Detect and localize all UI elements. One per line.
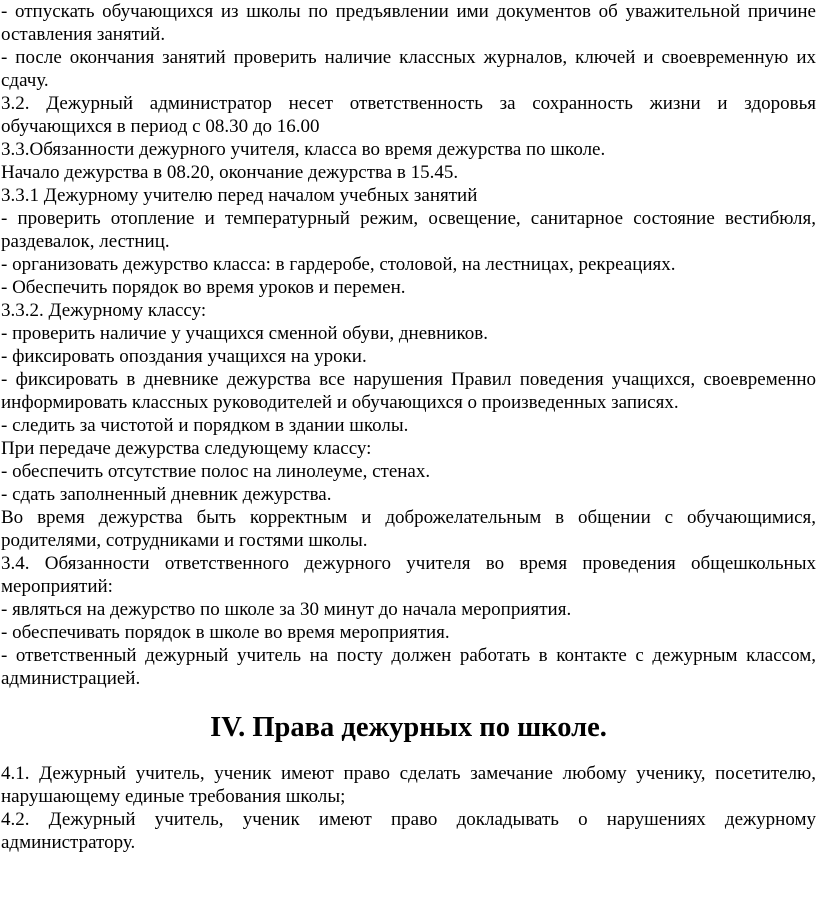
paragraph: - обеспечивать порядок в школе во время мероприятия. <box>1 622 450 643</box>
paragraph: 3.4. Обязанности ответственного дежурного учителя во время проведения общешкольных мероприятий: <box>1 553 816 597</box>
paragraph: 3.3.Обязанности дежурного учителя, класса во время дежурства по школе. <box>1 139 606 160</box>
paragraph: - организовать дежурство класса: в гардеробе, столовой, на лестницах, рекреациях. <box>1 254 676 275</box>
paragraph: Во время дежурства быть корректным и доброжелательным в общении с обучающимися, родителями, сотрудниками и гостями школы. <box>1 507 816 551</box>
paragraph: 4.2. Дежурный учитель, ученик имеют право докладывать о нарушениях дежурному администратору. <box>1 809 816 853</box>
paragraph: - отпускать обучающихся из школы по предъявлении ими документов об уважительной причине оставления занятий. <box>1 1 816 45</box>
paragraph: - Обеспечить порядок во время уроков и перемен. <box>1 277 406 298</box>
document-body-part1 <box>1 0 816 690</box>
paragraph: - проверить наличие у учащихся сменной обуви, дневников. <box>1 323 488 344</box>
paragraph: - являться на дежурство по школе за 30 минут до начала мероприятия. <box>1 599 572 620</box>
paragraph: - проверить отопление и температурный режим, освещение, санитарное состояние вестибюля, раздевалок, лестниц. <box>1 208 816 252</box>
paragraph: - после окончания занятий проверить наличие классных журналов, ключей и своевременную их сдачу. <box>1 47 816 91</box>
document-body-part2 <box>1 762 816 854</box>
paragraph: Начало дежурства в 08.20, окончание дежурства в 15.45. <box>1 162 459 183</box>
paragraph: 3.2. Дежурный администратор несет ответственность за сохранность жизни и здоровья обучающихся в период с 08.30 до 16.00 <box>1 93 816 137</box>
paragraph: - обеспечить отсутствие полос на линолеуме, стенах. <box>1 461 431 482</box>
paragraph: - следить за чистотой и порядком в здании школы. <box>1 415 409 436</box>
paragraph: - фиксировать опоздания учащихся на уроки. <box>1 346 367 367</box>
paragraph: 4.1. Дежурный учитель, ученик имеют право сделать замечание любому ученику, посетителю, нарушающему единые требования школы; <box>1 763 816 807</box>
paragraph: 3.3.1 Дежурному учителю перед началом учебных занятий <box>1 185 478 206</box>
paragraph: 3.3.2. Дежурному классу: <box>1 300 207 321</box>
paragraph: - фиксировать в дневнике дежурства все нарушения Правил поведения учащихся, своевременно информировать классных руководителей и обучающихся о произведенных записях. <box>1 369 816 413</box>
paragraph: При передаче дежурства следующему классу: <box>1 438 372 459</box>
section-heading: IV. Права дежурных по школе. <box>210 712 607 743</box>
paragraph: - сдать заполненный дневник дежурства. <box>1 484 332 505</box>
paragraph: - ответственный дежурный учитель на посту должен работать в контакте с дежурным классом, администрацией. <box>1 645 816 689</box>
